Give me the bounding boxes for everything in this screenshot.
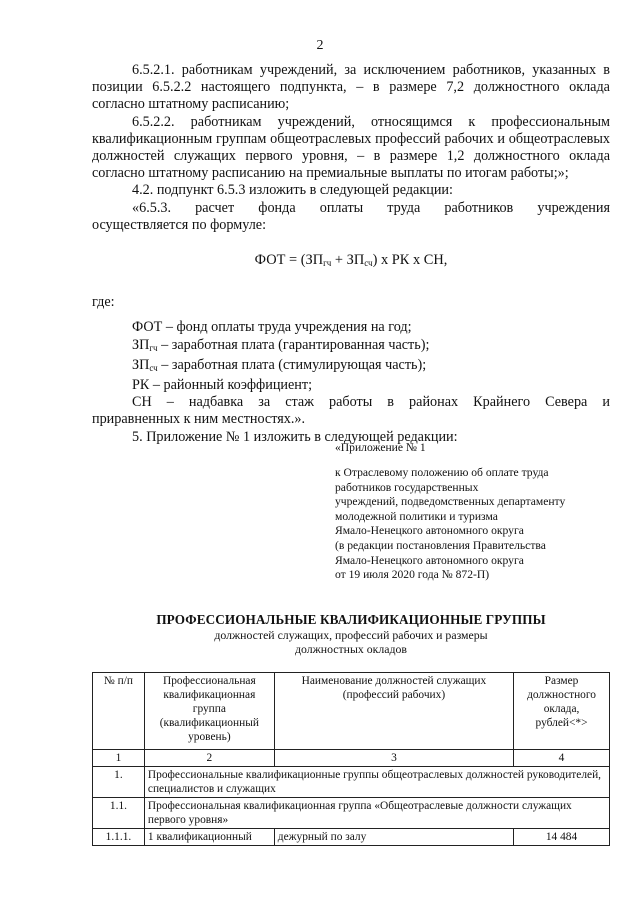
row-text: Профессиональная квалификационная группа «Общеотраслевые должности служащих первого уровня» xyxy=(144,798,609,829)
document-title-block xyxy=(92,612,610,657)
paragraph-6-5-3-line1: «6.5.3. расчет фонда оплаты труда работников учреждения xyxy=(132,199,610,216)
legend-rk: РК – районный коэффициент; xyxy=(132,377,313,394)
header-group: Профессиональная квалификационная группа (квалификационный уровень) xyxy=(144,673,274,750)
appendix-line: молодежной политики и туризма xyxy=(335,509,498,523)
header-name: Наименование должностей служащих (профессий рабочих) xyxy=(274,673,513,750)
row-group: 1 квалификационный xyxy=(144,829,274,846)
colnum-1: 1 xyxy=(93,750,145,767)
appendix-line: учреждений, подведомственных департаменту xyxy=(335,495,566,509)
legend-sn-line2: приравненных к ним местностях.». xyxy=(92,411,306,428)
colnum-2: 2 xyxy=(144,750,274,767)
appendix-line: от 19 июля 2020 года № 872-П) xyxy=(335,568,490,582)
paragraph-6-5-2-2: 6.5.2.2. работникам учреждений, относящимся к профессиональным квалификационным группам общеотраслевых профессий рабочих и общеотраслевых должностей служащих первого уровня, – в размере 1,2 должностного оклада согласно штатному расписанию на премиальные выплаты по итогам работы;»; xyxy=(92,113,610,182)
formula-suffix: ) х РК х СН, xyxy=(372,252,448,269)
document-title: ПРОФЕССИОНАЛЬНЫЕ КВАЛИФИКАЦИОННЫЕ ГРУППЫ xyxy=(156,612,546,627)
paragraph-6-5-2-1: 6.5.2.1. работникам учреждений, за исключением работников, указанных в позиции 6.5.2.2 настоящего подпункта, – в размере 7,2 должностного оклада согласно штатному расписанию; xyxy=(92,62,610,113)
table-colnum-row xyxy=(93,750,610,767)
legend-sn-line1: СН – надбавка за стаж работы в районах Крайнего Севера и xyxy=(132,394,610,411)
legend-zp-g-sub: гч xyxy=(149,342,158,353)
document-subtitle-2: должностных окладов xyxy=(295,642,407,657)
formula xyxy=(92,252,610,272)
legend-zp-g-main: ЗП xyxy=(132,336,150,353)
paragraph-5: 5. Приложение № 1 изложить в следующей редакции: xyxy=(132,428,458,445)
appendix-line: Ямало-Ненецкого автономного округа xyxy=(335,553,524,567)
appendix-line: к Отраслевому положению об оплате труда xyxy=(335,466,549,479)
paragraph-4-2: 4.2. подпункт 6.5.3 изложить в следующей редакции: xyxy=(132,182,453,199)
appendix-line: Ямало-Ненецкого автономного округа xyxy=(335,524,524,538)
where-label: где: xyxy=(92,294,115,311)
formula-sub-sch: сч xyxy=(364,258,373,269)
header-num: № п/п xyxy=(93,673,145,750)
legend-zp-s-main: ЗП xyxy=(132,356,150,373)
paragraph-6-5-3-line2: осуществляется по формуле: xyxy=(92,216,267,233)
row-text: Профессиональные квалификационные группы общеотраслевых должностей руководителей, специалистов и служащих xyxy=(144,767,609,798)
table-header-row xyxy=(93,673,610,750)
formula-sub-gch: гч xyxy=(323,258,332,269)
document-body xyxy=(92,62,610,446)
appendix-line: (в редакции постановления Правительства xyxy=(335,538,546,552)
salary-table xyxy=(92,672,610,846)
legend-zp-g xyxy=(92,337,610,357)
legend-zp-s xyxy=(92,357,610,377)
colnum-3: 3 xyxy=(274,750,513,767)
appendix-title: «Приложение № 1 xyxy=(335,441,426,454)
table-row xyxy=(93,829,610,846)
legend-zp-s-sub: сч xyxy=(149,362,158,373)
page-number: 2 xyxy=(316,38,324,53)
header-salary: Размер должностного оклада, рублей<*> xyxy=(514,673,610,750)
formula-prefix: ФОТ = (ЗП xyxy=(254,252,324,269)
appendix-caption xyxy=(335,466,625,583)
legend-fot: ФОТ – фонд оплаты труда учреждения на год; xyxy=(132,319,412,336)
row-num: 1.1. xyxy=(93,798,145,829)
document-subtitle-1: должностей служащих, профессий рабочих и размеры xyxy=(214,628,488,642)
table-row xyxy=(93,798,610,829)
formula-mid: + ЗП xyxy=(331,252,365,269)
table-row xyxy=(93,767,610,798)
legend-zp-g-text: – заработная плата (гарантированная часть); xyxy=(157,336,430,353)
appendix-line: работников государственных xyxy=(335,480,479,494)
colnum-4: 4 xyxy=(514,750,610,767)
row-num: 1. xyxy=(93,767,145,798)
row-name: дежурный по залу xyxy=(274,829,513,846)
row-num: 1.1.1. xyxy=(93,829,145,846)
row-salary: 14 484 xyxy=(514,829,610,846)
legend-zp-s-text: – заработная плата (стимулирующая часть); xyxy=(157,356,427,373)
